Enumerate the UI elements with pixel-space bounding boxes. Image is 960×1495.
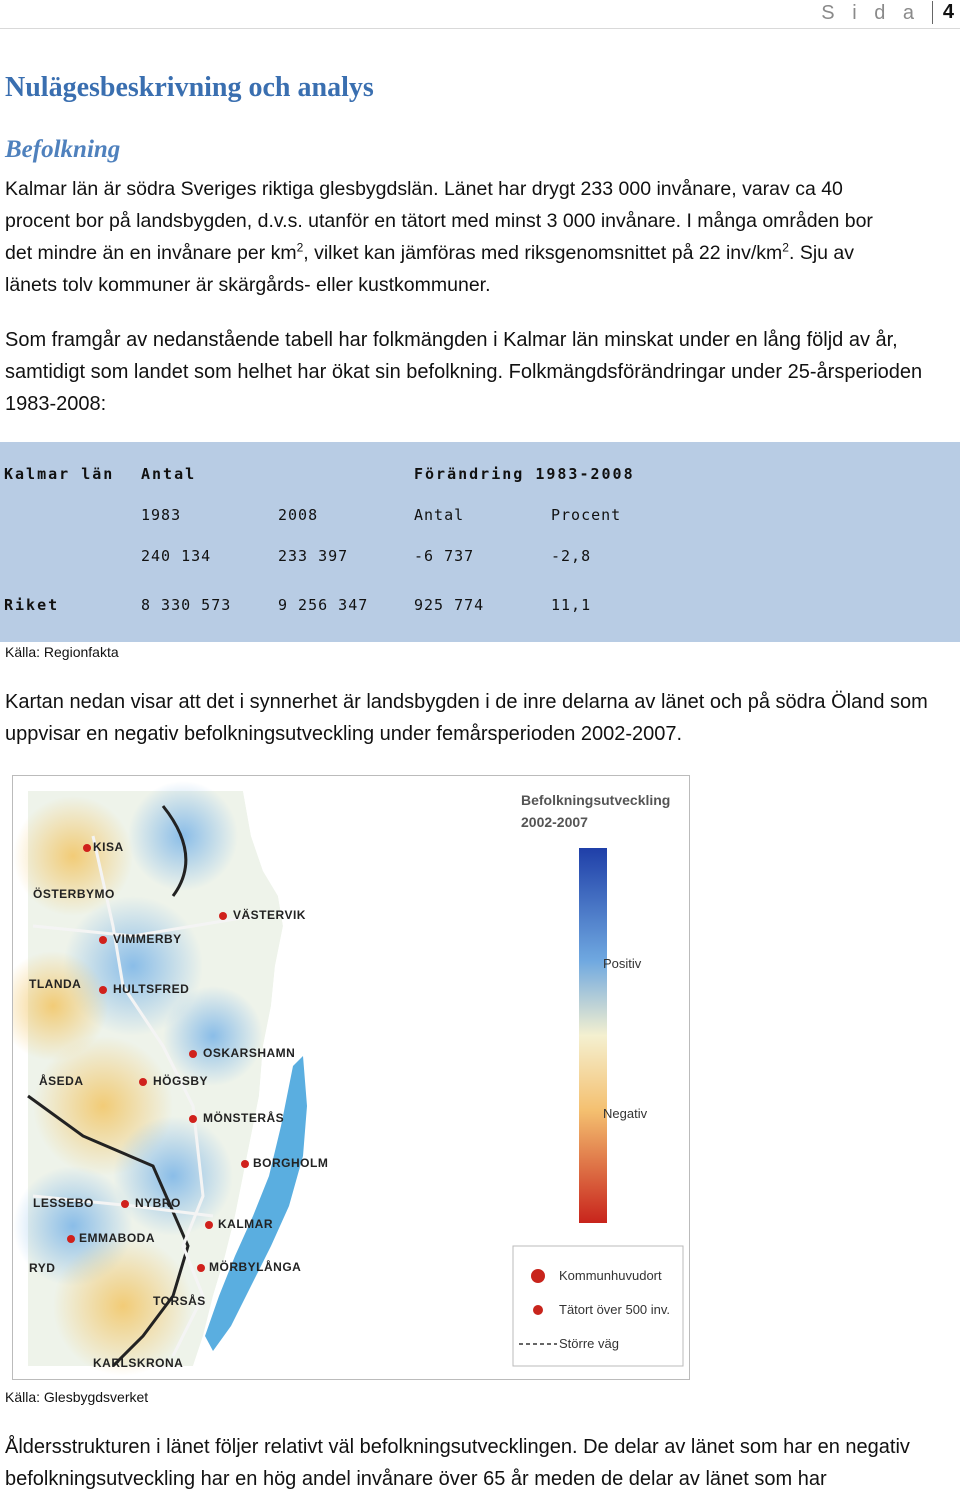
map-graphic: [13, 776, 689, 1379]
map-blob: [163, 986, 263, 1086]
intro-line-2: procent bor på landsbygden, d.v.s. utanför en tätort med minst 3 000 invånare. I många områden bor: [5, 210, 873, 232]
subheader-1983: 1983: [141, 506, 182, 524]
map-label-monsteras: MÖNSTERÅS: [203, 1111, 285, 1125]
map-label-vimmerby: VIMMERBY: [113, 932, 182, 946]
town-dot: [99, 936, 107, 944]
kalmar-change-procent: -2,8: [551, 547, 592, 565]
intro-line-3a: det mindre än en invånare per km: [5, 242, 297, 264]
subheader-2008: 2008: [278, 506, 319, 524]
map-label-lessebo: LESSEBO: [33, 1196, 94, 1210]
legend-tatort: Tätort över 500 inv.: [559, 1302, 671, 1317]
town-dot: [139, 1078, 147, 1086]
map-label-hogsby: HÖGSBY: [153, 1074, 209, 1088]
header-region: Kalmar län: [4, 465, 115, 483]
kalmar-2008: 233 397: [278, 547, 349, 565]
legend-title-2: 2002-2007: [521, 814, 588, 830]
town-dot: [197, 1264, 205, 1272]
town-dot: [241, 1160, 249, 1168]
riket-change-procent: 11,1: [551, 596, 592, 614]
town-dot: [121, 1200, 129, 1208]
age-paragraph: Åldersstrukturen i länet följer relativt väl befolkningsutvecklingen. De delar av länet som har en negativ befolkningsutveckling har en hög andel invånare över 65 år meden de delar av länet som har: [5, 1436, 910, 1490]
superscript-2: 2: [782, 240, 789, 255]
town-dot: [205, 1221, 213, 1229]
legend-storre-vag: Större väg: [559, 1336, 619, 1351]
riket-change-antal: 925 774: [414, 596, 485, 614]
map-label-torsas: TORSÅS: [153, 1294, 206, 1308]
legend-kommunhuvudort: Kommunhuvudort: [559, 1268, 662, 1283]
page-number: 4: [932, 1, 954, 24]
map-label-hultsfred: HULTSFRED: [113, 982, 190, 996]
riket-1983: 8 330 573: [141, 596, 232, 614]
table-source: Källa: Regionfakta: [5, 644, 119, 660]
kalmar-1983: 240 134: [141, 547, 212, 565]
map-label-ryd: RYD: [29, 1261, 56, 1275]
town-dot: [189, 1115, 197, 1123]
town-dot: [189, 1050, 197, 1058]
intro-line-3c: . Sju av: [788, 242, 855, 264]
page-label: S i d a: [821, 2, 920, 24]
map-label-nybro: NYBRO: [135, 1196, 181, 1210]
riket-label: Riket: [4, 596, 60, 614]
subheader-procent: Procent: [551, 506, 622, 524]
population-map: [12, 775, 690, 1380]
legend-title-1: Befolkningsutveckling: [521, 792, 671, 808]
riket-2008: 9 256 347: [278, 596, 369, 614]
legend-negative: Negativ: [603, 1106, 648, 1121]
map-label-karlskrona: KARLSKRONA: [93, 1356, 184, 1370]
map-label-oskarshamn: OSKARSHAMN: [203, 1046, 296, 1060]
map-label-emmaboda: EMMABODA: [79, 1231, 155, 1245]
map-label-kalmar: KALMAR: [218, 1217, 273, 1231]
page-header: [0, 0, 960, 29]
superscript-1: 2: [296, 240, 304, 255]
map-paragraph: Kartan nedan visar att det i synnerhet är landsbygden i de inre delarna av länet och på södra Öland som uppvisar en negativ befolkningsutveckling under femårsperioden 2002-2007.: [5, 691, 928, 745]
population-table: [0, 442, 960, 642]
section-heading: Befolkning: [5, 136, 121, 163]
intro-line-4: länets tolv kommuner är skärgårds- eller kustkommuner.: [5, 274, 491, 296]
map-label-borgholm: BORGHOLM: [253, 1156, 329, 1170]
kalmar-change-antal: -6 737: [414, 547, 475, 565]
map-label-tlanda: TLANDA: [29, 977, 82, 991]
town-dot: [99, 986, 107, 994]
town-dot: [83, 844, 91, 852]
legend-positive: Positiv: [603, 956, 642, 971]
town-dot: [67, 1235, 75, 1243]
kommunhuvudort-symbol: [531, 1269, 545, 1283]
map-label-morbylanga: MÖRBYLÅNGA: [209, 1260, 302, 1274]
intro-line-1: Kalmar län är södra Sveriges riktiga glesbygdslän. Länet har drygt 233 000 invånare, varav ca 40: [5, 178, 843, 200]
intro-paragraph: [5, 173, 957, 301]
map-label-kisa: KISA: [93, 840, 124, 854]
tatort-symbol: [533, 1305, 543, 1315]
map-source: Källa: Glesbygdsverket: [5, 1389, 149, 1405]
map-label-aseda: ÅSEDA: [39, 1074, 84, 1088]
population-paragraph: Som framgår av nedanstående tabell har folkmängden i Kalmar län minskat under en lång följd av år, samtidigt som landet som helhet har ökat sin befolkning. Folkmängdsförändringar under 25-årsperioden 1983-2008:: [5, 329, 923, 415]
page-title: Nulägesbeskrivning och analys: [5, 72, 374, 103]
map-label-osterbymo: ÖSTERBYMO: [33, 887, 115, 901]
header-antal: Antal: [141, 465, 197, 483]
intro-line-3b: , vilket kan jämföras med riksgenomsnittet på 22 inv/km: [303, 242, 783, 264]
map-label-vastervik: VÄSTERVIK: [233, 908, 306, 922]
subheader-antal: Antal: [414, 506, 465, 524]
town-dot: [219, 912, 227, 920]
legend-colorbar: [579, 848, 607, 1223]
header-change: Förändring 1983-2008: [414, 465, 635, 483]
